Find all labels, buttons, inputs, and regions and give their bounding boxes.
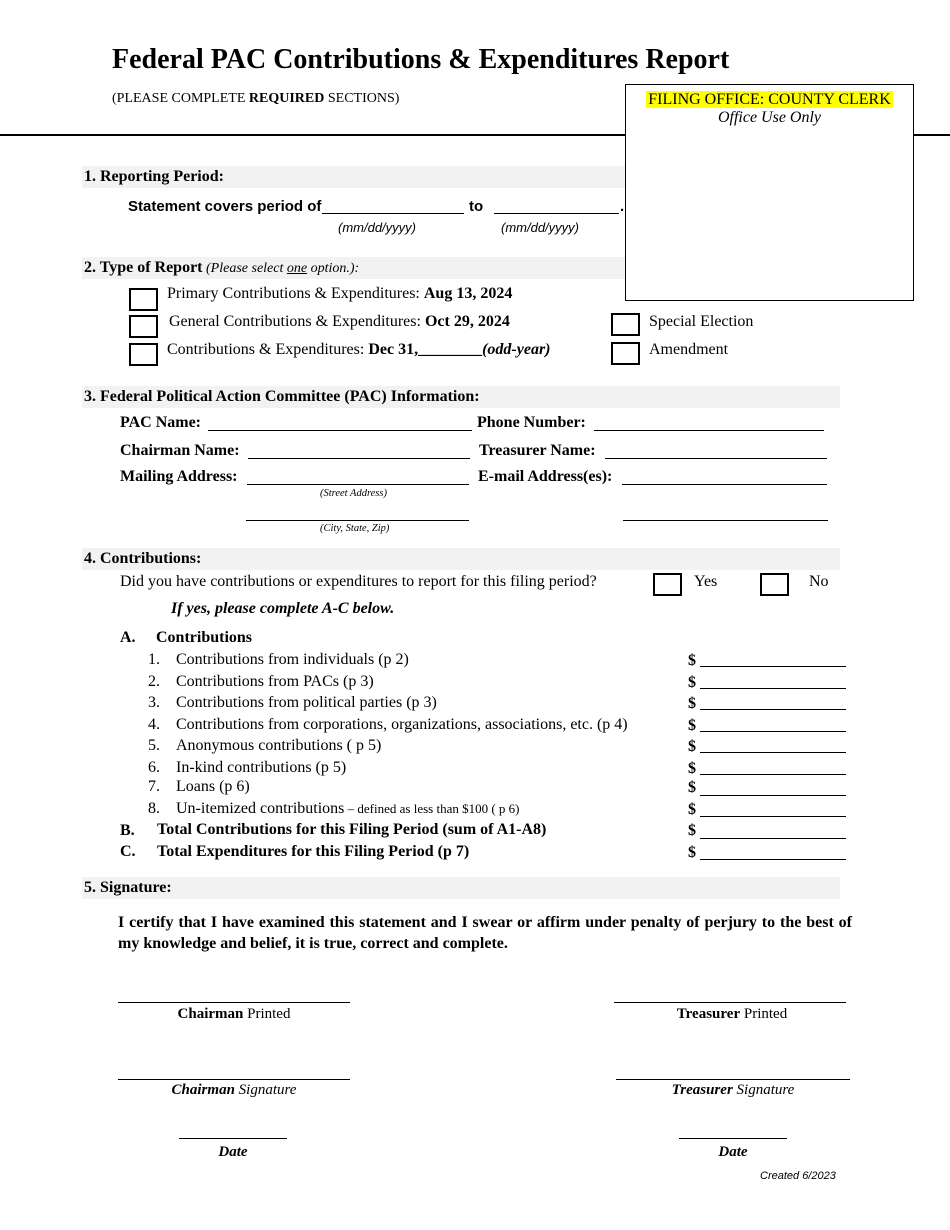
treasurer-signature-field[interactable] [616, 1079, 850, 1080]
item-number: 5. [148, 737, 160, 754]
section-2-heading: 2. Type of Report (Please select one option.): [82, 257, 842, 279]
amount-field-a6[interactable] [700, 774, 846, 775]
section-3-heading: 3. Federal Political Action Committee (PAC) Information: [82, 386, 840, 408]
treasurer-signature-label: Treasurer Signature [671, 1082, 795, 1098]
special-election-checkbox[interactable] [611, 313, 640, 336]
amount-field-a1[interactable] [700, 666, 846, 667]
yes-checkbox[interactable] [653, 573, 682, 596]
item-text: Anonymous contributions ( p 5) [176, 737, 382, 754]
item-text: Loans (p 6) [176, 778, 250, 795]
amount-field-a8[interactable] [700, 816, 846, 817]
chairman-date-label: Date [218, 1144, 248, 1160]
general-option-label: General Contributions & Expenditures: Oct 29, 2024 [169, 313, 510, 330]
statement-label: Statement covers period of [128, 198, 322, 215]
mailing-address-label: Mailing Address: [120, 468, 238, 485]
phone-field[interactable] [594, 430, 824, 431]
no-checkbox[interactable] [760, 573, 789, 596]
item-text: Contributions from PACs (p 3) [176, 673, 374, 690]
to-label: to [469, 198, 484, 215]
dollar-sign: $ [688, 695, 696, 712]
street-address-field[interactable] [247, 484, 469, 485]
dollar-sign: $ [688, 738, 696, 755]
section-b-text: Total Contributions for this Filing Period (sum of A1-A8) [157, 821, 547, 838]
section-c-text: Total Expenditures for this Filing Period (p 7) [157, 843, 470, 860]
item-number: 6. [148, 759, 160, 776]
treasurer-name-field[interactable] [605, 458, 827, 459]
special-election-label: Special Election [649, 313, 754, 330]
office-use-box [625, 84, 914, 301]
filing-office-label: FILING OFFICE: COUNTY CLERK [648, 91, 891, 108]
dollar-sign: $ [688, 652, 696, 669]
chairman-name-label: Chairman Name: [120, 442, 240, 459]
section-5-heading: 5. Signature: [82, 877, 840, 899]
section-1-heading: 1. Reporting Period: [82, 166, 842, 188]
odd-year-checkbox[interactable] [129, 343, 158, 366]
subtitle: (PLEASE COMPLETE REQUIRED SECTIONS) [112, 91, 400, 106]
chairman-printed-field[interactable] [118, 1002, 350, 1003]
yes-label: Yes [694, 573, 718, 590]
created-date: Created 6/2023 [760, 1170, 836, 1182]
treasurer-date-field[interactable] [679, 1138, 787, 1139]
treasurer-date-label: Date [718, 1144, 748, 1160]
phone-label: Phone Number: [477, 414, 586, 431]
section-a-title: Contributions [156, 629, 253, 646]
section-4-heading: 4. Contributions: [82, 548, 840, 570]
item-number: 8. [148, 800, 160, 817]
section-b-letter: B. [120, 822, 135, 839]
amount-field-a3[interactable] [700, 709, 846, 710]
primary-option-label: Primary Contributions & Expenditures: Aug 13, 2024 [167, 285, 513, 302]
street-address-hint: (Street Address) [320, 488, 387, 499]
amount-field-a4[interactable] [700, 731, 846, 732]
email-label: E-mail Address(es): [478, 468, 613, 485]
odd-year-option-label: Contributions & Expenditures: Dec 31,________(odd-year) [167, 341, 551, 358]
item-number: 2. [148, 673, 160, 690]
city-state-zip-field[interactable] [246, 520, 469, 521]
chairman-signature-label: Chairman Signature [171, 1082, 297, 1098]
primary-checkbox[interactable] [129, 288, 158, 311]
amount-field-a7[interactable] [700, 795, 846, 796]
amendment-checkbox[interactable] [611, 342, 640, 365]
chairman-date-field[interactable] [179, 1138, 287, 1139]
date-hint-to: (mm/dd/yyyy) [501, 220, 579, 235]
section-c-letter: C. [120, 843, 136, 860]
period-end: . [620, 198, 625, 215]
general-checkbox[interactable] [129, 315, 158, 338]
treasurer-name-label: Treasurer Name: [479, 442, 596, 459]
item-text: In-kind contributions (p 5) [176, 759, 347, 776]
dollar-sign: $ [688, 674, 696, 691]
dollar-sign: $ [688, 717, 696, 734]
item-text: Contributions from corporations, organizations, associations, etc. (p 4) [176, 716, 628, 733]
item-text: Contributions from individuals (p 2) [176, 651, 409, 668]
section-a-letter: A. [120, 629, 136, 646]
amount-field-a5[interactable] [700, 752, 846, 753]
period-to-field[interactable] [494, 213, 619, 214]
item-number: 4. [148, 716, 160, 733]
period-from-field[interactable] [322, 213, 464, 214]
amount-field-c[interactable] [700, 859, 846, 860]
dollar-sign: $ [688, 760, 696, 777]
pac-name-field[interactable] [208, 430, 472, 431]
chairman-printed-label: Chairman Printed [177, 1006, 291, 1022]
dollar-sign: $ [688, 801, 696, 818]
treasurer-printed-label: Treasurer Printed [676, 1006, 788, 1022]
chairman-name-field[interactable] [248, 458, 470, 459]
dollar-sign: $ [688, 822, 696, 839]
item-text: Contributions from political parties (p 3) [176, 694, 437, 711]
dollar-sign: $ [688, 844, 696, 861]
page-title: Federal PAC Contributions & Expenditures Report [112, 44, 730, 75]
no-label: No [809, 573, 829, 590]
city-state-zip-hint: (City, State, Zip) [320, 523, 390, 534]
item-number: 3. [148, 694, 160, 711]
email-field[interactable] [622, 484, 827, 485]
treasurer-printed-field[interactable] [614, 1002, 846, 1003]
item-number: 7. [148, 778, 160, 795]
date-hint-from: (mm/dd/yyyy) [338, 220, 416, 235]
amount-field-a2[interactable] [700, 688, 846, 689]
dollar-sign: $ [688, 779, 696, 796]
office-use-only-label: Office Use Only [717, 109, 822, 126]
item-text: Un-itemized contributions – defined as less than $100 ( p 6) [176, 800, 520, 817]
chairman-signature-field[interactable] [118, 1079, 350, 1080]
item-number: 1. [148, 651, 160, 668]
pac-name-label: PAC Name: [120, 414, 202, 431]
report-question: Did you have contributions or expenditures to report for this filing period? [120, 573, 597, 590]
certification-text: I certify that I have examined this statement and I swear or affirm under penalty of perjury to the best of my knowledge and belief, it is true, correct and complete. [118, 914, 852, 952]
amendment-label: Amendment [649, 341, 729, 358]
instruction-text: If yes, please complete A-C below. [171, 600, 395, 617]
email-field-2[interactable] [623, 520, 828, 521]
amount-field-b[interactable] [700, 838, 846, 839]
